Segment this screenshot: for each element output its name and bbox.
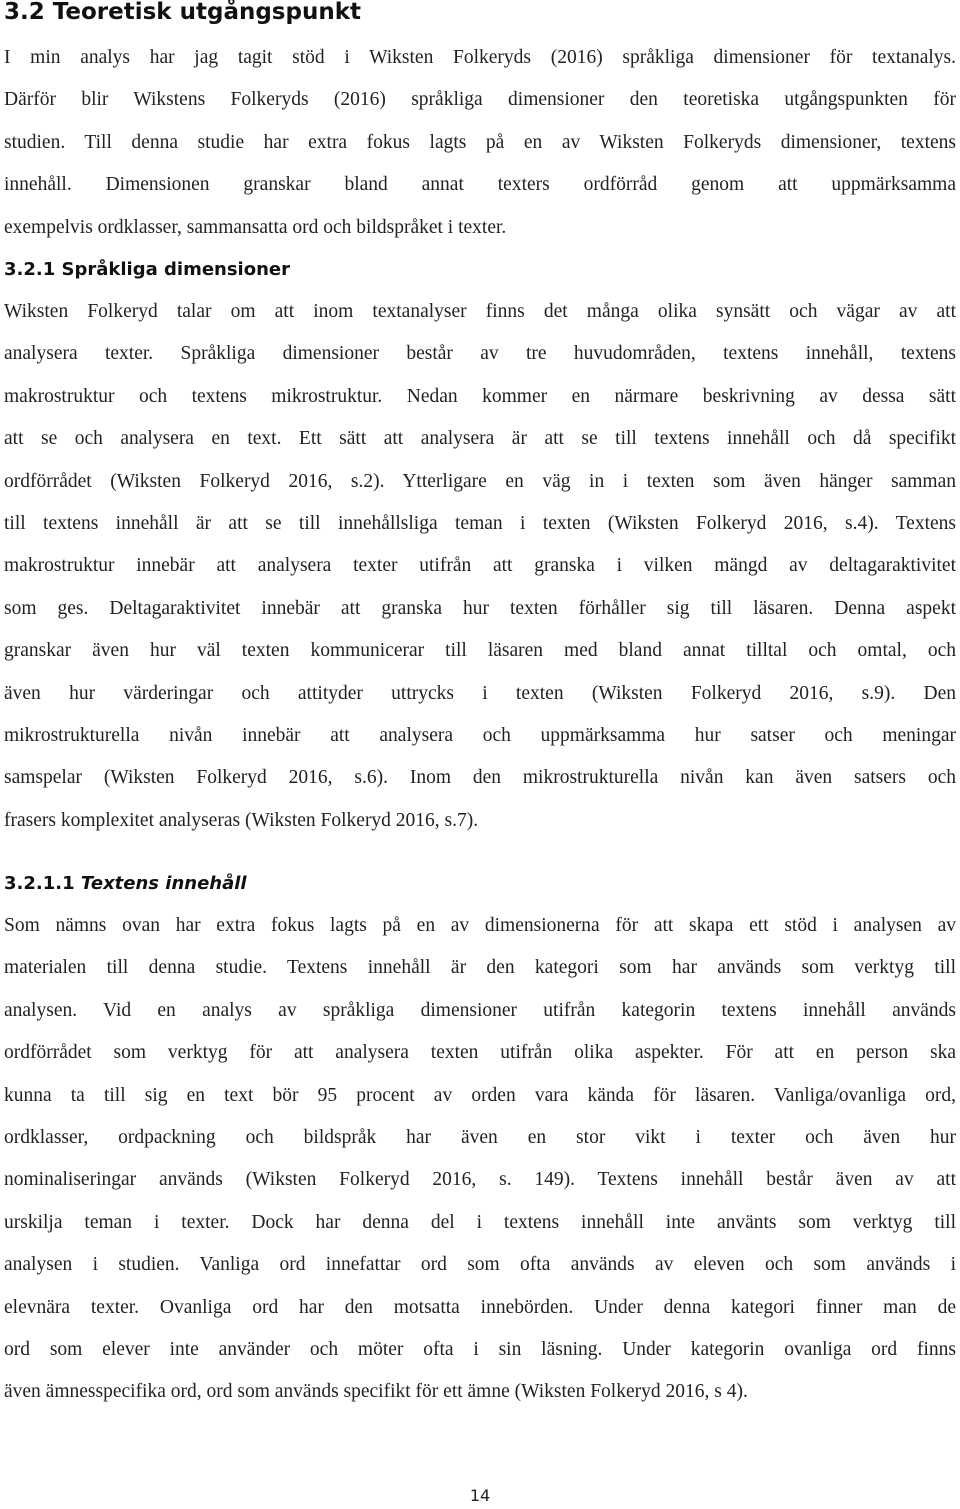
- text-line: materialen till denna studie. Textens innehåll är den kategori som har används som verktyg till: [4, 957, 956, 979]
- text-line: mikrostrukturella nivån innebär att analysera och uppmärksamma hur satser och meningar: [4, 724, 956, 746]
- text-line: granskar även hur väl texten kommunicerar till läsaren med bland annat tilltal och omtal, och: [4, 640, 956, 662]
- section-title: Teoretisk utgångspunkt: [52, 0, 361, 25]
- text-line: Därför blir Wikstens Folkeryds (2016) språkliga dimensioner den teoretiska utgångspunkten för: [4, 89, 956, 111]
- text-line: ordförrådet (Wiksten Folkeryd 2016, s.2). Ytterligare en väg in i texten som även hänger samman: [4, 470, 956, 492]
- text-line: Wiksten Folkeryd talar om att inom textanalyser finns det många olika synsätt och vägar av att: [4, 301, 956, 322]
- text-line: analysera texter. Språkliga dimensioner består av tre huvudområden, textens innehåll, textens: [4, 343, 956, 365]
- subsection-heading: [4, 257, 290, 283]
- text-line: makrostruktur innebär att analysera texter utifrån att granska i vilken mängd av deltagaraktivitet: [4, 555, 956, 577]
- section-heading: [4, 0, 361, 28]
- text-line: ordklasser, ordpackning och bildspråk har även en stor vikt i texter och även hur: [4, 1126, 956, 1148]
- text-line: exempelvis ordklasser, sammansatta ord och bildspråket i texter.: [4, 216, 507, 238]
- text-line: nominaliseringar används (Wiksten Folkeryd 2016, s. 149). Textens innehåll består även av att: [4, 1169, 956, 1191]
- text-line: makrostruktur och textens mikrostruktur. Nedan kommer en närmare beskrivning av dessa sätt: [4, 385, 956, 407]
- section-number: 3.2: [4, 0, 45, 25]
- text-line: Som nämns ovan har extra fokus lagts på en av dimensionerna för att skapa ett stöd i analysen av: [4, 915, 956, 936]
- text-line: analysen i studien. Vanliga ord innefattar ord som ofta används av eleven och som används i: [4, 1254, 956, 1276]
- text-line: urskilja teman i texter. Dock har denna del i textens innehåll inte använts som verktyg till: [4, 1211, 956, 1233]
- subsection-paragraph: [4, 291, 956, 842]
- text-line: till textens innehåll är att se till innehållsliga teman i texten (Wiksten Folkeryd 2016, s.4). Textens: [4, 512, 956, 534]
- subsubsection-heading: [4, 871, 247, 897]
- text-line: I min analys har jag tagit stöd i Wiksten Folkeryds (2016) språkliga dimensioner för textanalys.: [4, 47, 956, 68]
- text-line: elevnära texter. Ovanliga ord har den motsatta innebörden. Under denna kategori finner man de: [4, 1296, 956, 1318]
- text-line: analysen. Vid en analys av språkliga dimensioner utifrån kategorin textens innehåll används: [4, 999, 956, 1021]
- text-line: även ämnesspecifika ord, ord som används specifikt för ett ämne (Wiksten Folkeryd 2016, s 4).: [4, 1381, 748, 1403]
- subsubsection-title: Textens innehåll: [80, 873, 247, 894]
- page-number: 14: [469, 1486, 491, 1505]
- subsection-number: 3.2.1: [4, 259, 56, 280]
- subsubsection-paragraph: [4, 905, 956, 1414]
- text-line: ordförrådet som verktyg för att analysera texten utifrån olika aspekter. För att en person ska: [4, 1042, 956, 1064]
- text-line: att se och analysera en text. Ett sätt att analysera är att se till textens innehåll och då specifikt: [4, 428, 956, 450]
- text-line: ord som elever inte använder och möter ofta i sin läsning. Under kategorin ovanliga ord finns: [4, 1338, 956, 1360]
- text-line: innehåll. Dimensionen granskar bland annat texters ordförråd genom att uppmärksamma: [4, 174, 956, 196]
- text-line: som ges. Deltagaraktivitet innebär att granska hur texten förhåller sig till läsaren. Denna aspekt: [4, 597, 956, 619]
- text-line: kunna ta till sig en text bör 95 procent av orden vara kända för läsaren. Vanliga/ovanliga ord,: [4, 1084, 956, 1106]
- text-line: studien. Till denna studie har extra fokus lagts på en av Wiksten Folkeryds dimensioner, textens: [4, 131, 956, 153]
- section-paragraph: [4, 37, 956, 249]
- subsection-title: Språkliga dimensioner: [61, 259, 290, 280]
- text-line: samspelar (Wiksten Folkeryd 2016, s.6). Inom den mikrostrukturella nivån kan även satsers och: [4, 767, 956, 789]
- subsubsection-number: 3.2.1.1: [4, 873, 75, 894]
- text-line: även hur värderingar och attityder uttrycks i texten (Wiksten Folkeryd 2016, s.9). Den: [4, 682, 956, 704]
- text-line: frasers komplexitet analyseras (Wiksten Folkeryd 2016, s.7).: [4, 809, 479, 831]
